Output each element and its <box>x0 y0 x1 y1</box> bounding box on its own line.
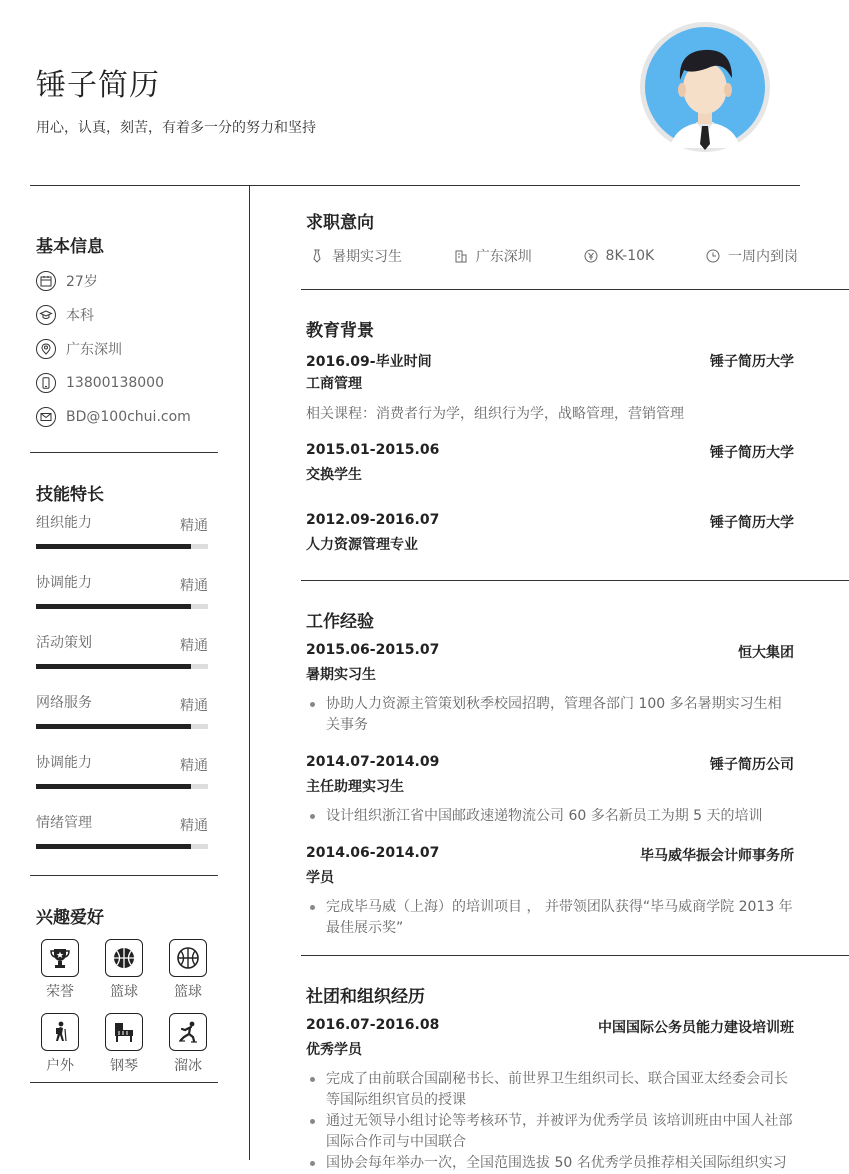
bullet-item: 通过无领导小组讨论等考核环节，并被评为优秀学员 该培训班由中国人社部国际合作司与中国联合 <box>306 1111 794 1153</box>
hobby-label: 钢琴 <box>110 1058 138 1074</box>
entry-role: 工商管理 <box>306 376 362 392</box>
entry-role: 学员 <box>306 870 334 886</box>
bullet-item: 国协会每年举办一次，全国范围选拔 50 名优秀学员推荐相关国际组织实习 <box>306 1153 794 1174</box>
hobby-item <box>92 939 156 1001</box>
intent-text: 8K-10K <box>605 248 655 264</box>
calendar-icon <box>36 271 56 291</box>
entry-role: 暑期实习生 <box>306 667 376 683</box>
skill-bar <box>36 784 208 789</box>
entry-bullets <box>306 806 794 827</box>
education-entry <box>306 442 794 486</box>
skill-item <box>36 512 208 572</box>
skill-bar <box>36 844 208 849</box>
phone-icon <box>36 373 56 393</box>
resume-title: 锤子简历 <box>36 68 160 103</box>
skill-level: 精通 <box>180 638 208 654</box>
skill-name: 协调能力 <box>36 575 92 591</box>
right-column <box>250 186 820 1171</box>
skill-name: 组织能力 <box>36 515 92 531</box>
skill-bar-fill <box>36 664 191 669</box>
bullet-item: 完成毕马威（上海）的培训项目 ， 并带领团队获得“毕马威商学院 2013 年最佳展示奖” <box>306 897 794 939</box>
skill-name: 情绪管理 <box>36 815 92 831</box>
skill-bar <box>36 724 208 729</box>
bullet-item: 协助人力资源主管策划秋季校园招聘，管理各部门 100 多名暑期实习生相关事务 <box>306 694 794 736</box>
tie-icon <box>310 249 324 263</box>
hobby-label: 溜冰 <box>174 1058 202 1074</box>
building-icon <box>454 249 468 263</box>
hobby-label: 篮球 <box>174 984 202 1000</box>
section-divider <box>301 955 849 956</box>
skill-bar-fill <box>36 604 191 609</box>
skill-bar <box>36 664 208 669</box>
clubs-title: 社团和组织经历 <box>306 987 425 1007</box>
skills-title: 技能特长 <box>36 485 104 505</box>
skill-name: 协调能力 <box>36 755 92 771</box>
info-text: 13800138000 <box>66 375 164 391</box>
intent-text: 一周内到岗 <box>727 249 798 265</box>
entry-date: 2015.01-2015.06 <box>306 442 440 458</box>
education-entry <box>306 512 794 556</box>
skill-item <box>36 632 208 692</box>
work-title: 工作经验 <box>306 612 374 632</box>
entry-org: 恒大集团 <box>738 645 794 661</box>
skills-list <box>36 512 208 872</box>
skill-item <box>36 752 208 812</box>
entry-bullets <box>306 694 794 736</box>
location-pin-icon <box>36 339 56 359</box>
entry-date: 2014.06-2014.07 <box>306 845 440 861</box>
hobby-label: 荣誉 <box>46 984 74 1000</box>
entry-role: 人力资源管理专业 <box>306 537 418 553</box>
info-age <box>36 264 191 298</box>
entry-date: 2016.07-2016.08 <box>306 1017 440 1033</box>
hobbies-title: 兴趣爱好 <box>36 908 104 928</box>
intent-position <box>310 246 402 266</box>
entry-date: 2012.09-2016.07 <box>306 512 440 528</box>
entry-org: 锤子简历大学 <box>710 515 794 531</box>
hobby-item <box>92 1013 156 1075</box>
entry-note: 相关课程：消费者行为学，组织行为学，战略管理，营销管理 <box>306 406 684 422</box>
work-entry <box>306 845 794 939</box>
hobby-item <box>156 939 220 1001</box>
section-divider <box>301 289 849 290</box>
intent-title: 求职意向 <box>306 213 374 233</box>
skill-bar <box>36 604 208 609</box>
resume-motto: 用心，认真，刻苦，有着多一分的努力和坚持 <box>36 120 316 136</box>
intent-list <box>310 246 798 266</box>
left-divider <box>30 1082 218 1083</box>
hiking-icon <box>41 1013 79 1051</box>
entry-role: 优秀学员 <box>306 1042 362 1058</box>
entry-date: 2016.09-毕业时间 <box>306 354 432 370</box>
left-divider <box>30 452 218 453</box>
work-entry <box>306 642 794 736</box>
info-location <box>36 332 191 366</box>
entry-role: 交换学生 <box>306 467 362 483</box>
hobby-item <box>28 939 92 1001</box>
info-text: BD@100chui.com <box>66 409 191 425</box>
graduation-cap-icon <box>36 305 56 325</box>
bullet-item: 设计组织浙江省中国邮政速递物流公司 60 多名新员工为期 5 天的培训 <box>306 806 794 827</box>
info-phone <box>36 366 191 400</box>
skill-name: 活动策划 <box>36 635 92 651</box>
info-text: 27岁 <box>66 274 98 290</box>
intent-salary <box>584 246 655 266</box>
entry-org: 锤子简历大学 <box>710 354 794 370</box>
work-entry <box>306 754 794 827</box>
entry-org: 锤子简历大学 <box>710 445 794 461</box>
hobbies-grid <box>28 939 220 1075</box>
education-entry <box>306 351 794 423</box>
skill-item <box>36 572 208 632</box>
bullet-item: 完成了由前联合国副秘书长、前世界卫生组织司长、联合国亚太经委会司长等国际组织官员的授课 <box>306 1069 794 1111</box>
entry-org: 毕马威华振会计师事务所 <box>640 848 794 864</box>
left-column <box>0 186 249 1160</box>
entry-date: 2015.06-2015.07 <box>306 642 440 658</box>
entry-bullets <box>306 897 794 939</box>
education-title: 教育背景 <box>306 321 374 341</box>
skill-level: 精通 <box>180 758 208 774</box>
info-email <box>36 400 191 434</box>
money-icon <box>584 249 598 263</box>
entry-date: 2014.07-2014.09 <box>306 754 440 770</box>
skill-bar-fill <box>36 724 191 729</box>
skill-bar <box>36 544 208 549</box>
hobby-label: 户外 <box>46 1058 74 1074</box>
skill-level: 精通 <box>180 518 208 534</box>
basketball-icon <box>169 939 207 977</box>
skill-bar-fill <box>36 544 191 549</box>
skill-bar-fill <box>36 844 191 849</box>
skill-level: 精通 <box>180 578 208 594</box>
mail-icon <box>36 407 56 427</box>
clock-icon <box>706 249 720 263</box>
skating-icon <box>169 1013 207 1051</box>
intent-availability <box>706 246 798 266</box>
club-entry <box>306 1017 794 1174</box>
piano-icon <box>105 1013 143 1051</box>
hobby-label: 篮球 <box>110 984 138 1000</box>
entry-bullets <box>306 1069 794 1174</box>
section-divider <box>301 580 849 581</box>
skill-level: 精通 <box>180 818 208 834</box>
basic-info-title: 基本信息 <box>36 237 104 257</box>
entry-role: 主任助理实习生 <box>306 779 404 795</box>
intent-city <box>454 246 532 266</box>
skill-item <box>36 812 208 872</box>
trophy-icon <box>41 939 79 977</box>
info-degree <box>36 298 191 332</box>
hobby-item <box>28 1013 92 1075</box>
skill-level: 精通 <box>180 698 208 714</box>
intent-text: 暑期实习生 <box>332 249 402 265</box>
basketball-icon <box>105 939 143 977</box>
skill-bar-fill <box>36 784 191 789</box>
entry-org: 中国国际公务员能力建设培训班 <box>598 1020 794 1036</box>
intent-text: 广东深圳 <box>475 249 532 265</box>
left-divider <box>30 875 218 876</box>
avatar <box>640 22 770 152</box>
entry-org: 锤子简历公司 <box>710 757 794 773</box>
basic-info-list <box>36 264 191 434</box>
info-text: 本科 <box>66 308 94 324</box>
info-text: 广东深圳 <box>66 342 122 358</box>
hobby-item <box>156 1013 220 1075</box>
skill-item <box>36 692 208 752</box>
skill-name: 网络服务 <box>36 695 92 711</box>
resume-header <box>0 0 820 186</box>
